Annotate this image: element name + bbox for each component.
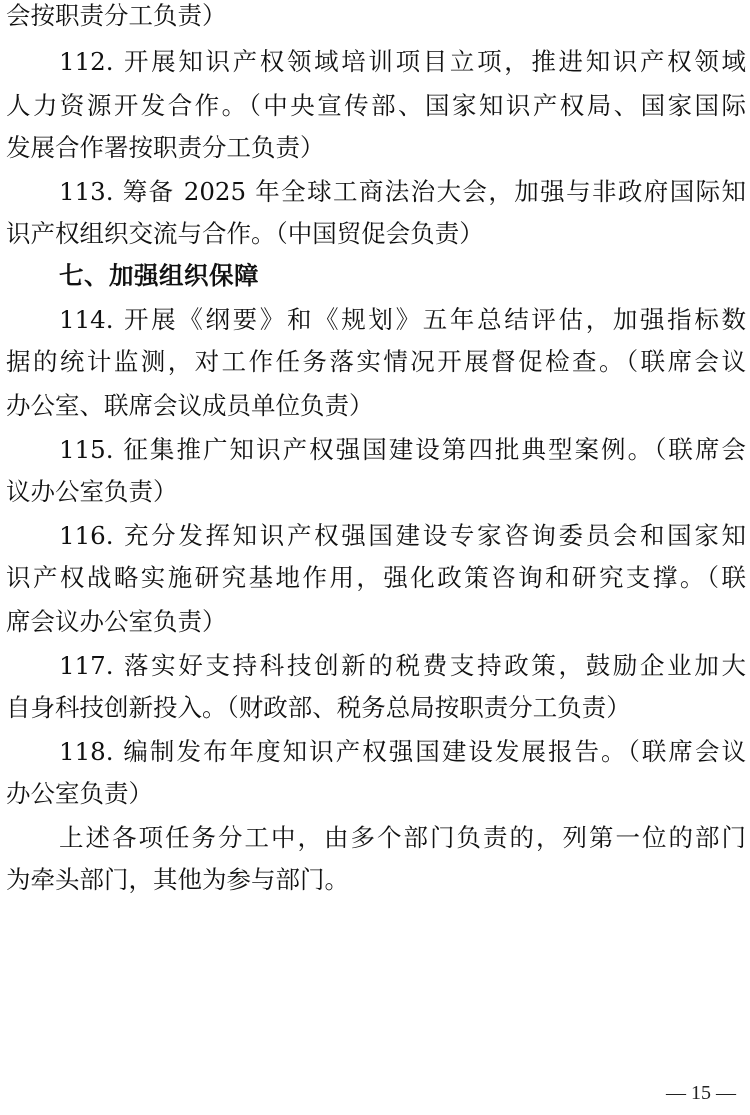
item-116-line-2: 识产权战略实施研究基地作用，强化政策咨询和研究支撑。（联 [6,563,746,592]
page-number: — 15 — [666,1082,736,1104]
item-114-line-1: 114. 开展《纲要》和《规划》五年总结评估，加强指标数 [59,305,746,334]
closing-note-line-1: 上述各项任务分工中，由多个部门负责的，列第一位的部门 [59,823,746,852]
item-117-line-1: 117. 落实好支持科技创新的税费支持政策，鼓励企业加大 [59,651,746,680]
item-114-line-2: 据的统计监测，对工作任务落实情况开展督促检查。（联席会议 [6,347,746,376]
closing-note-line-2: 为牵头部门，其他为参与部门。 [6,865,349,894]
item-114-line-3: 办公室、联席会议成员单位负责） [6,391,374,420]
item-112-line-3: 发展合作署按职责分工负责） [6,133,325,162]
item-112-line-2: 人力资源开发合作。（中央宣传部、国家知识产权局、国家国际 [6,91,746,120]
item-116-line-1: 116. 充分发挥知识产权强国建设专家咨询委员会和国家知 [59,521,746,550]
item-111-continuation: 会按职责分工负责） [6,1,227,30]
item-116-line-3: 席会议办公室负责） [6,607,227,636]
item-115-line-1: 115. 征集推广知识产权强国建设第四批典型案例。（联席会 [59,435,746,464]
item-118-line-1: 118. 编制发布年度知识产权强国建设发展报告。（联席会议 [59,737,746,766]
item-117-line-2: 自身科技创新投入。（财政部、税务总局按职责分工负责） [6,693,631,722]
section-heading: 七、加强组织保障 [59,261,259,290]
item-113-line-2: 识产权组织交流与合作。（中国贸促会负责） [6,219,484,248]
item-115-line-2: 议办公室负责） [6,477,178,506]
item-118-line-2: 办公室负责） [6,779,153,808]
item-113-line-1: 113. 筹备 2025 年全球工商法治大会，加强与非政府国际知 [59,177,746,206]
item-112-line-1: 112. 开展知识产权领域培训项目立项，推进知识产权领域 [59,47,746,76]
